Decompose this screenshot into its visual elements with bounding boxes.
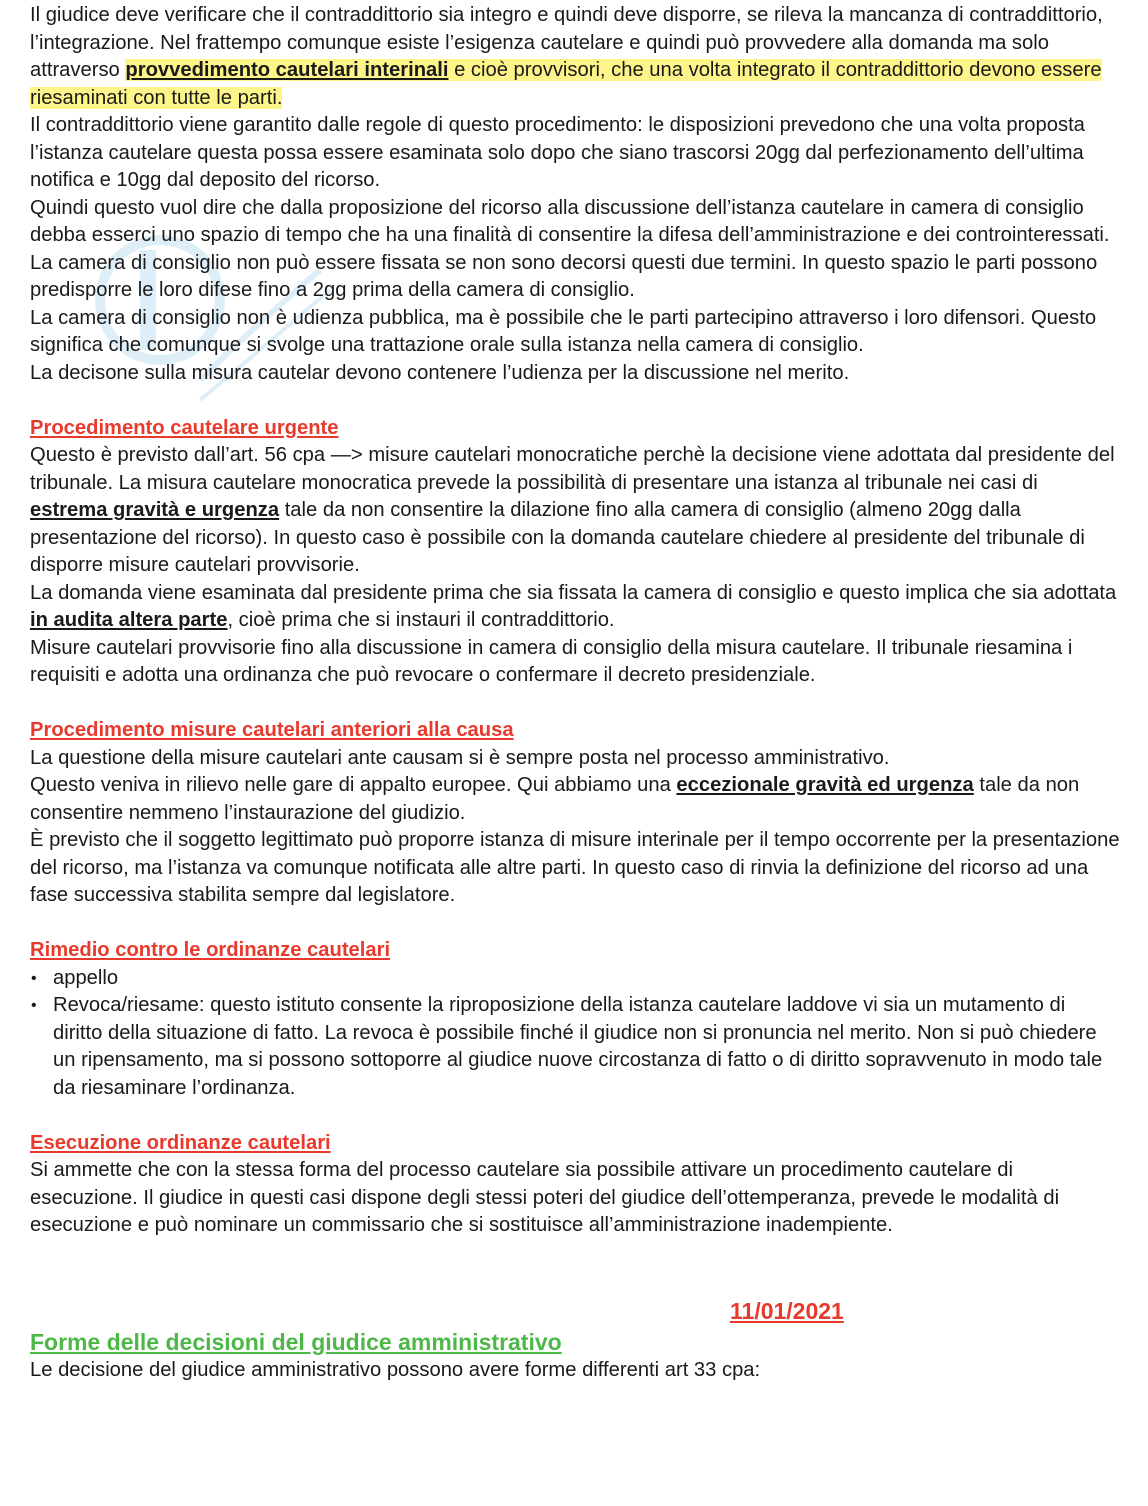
esecuzione-paragraph-1: Si ammette che con la stessa forma del processo cautelare sia possibile attivare un procedimento cautelare di esecuzione. Il giudice in questi casi dispone degli stessi poteri del giudice dell’ottemperanza, prevede le modalità di esecuzione e può nominare un commissario che si sostituisce all’amministrazione inadempiente. [30, 1159, 1060, 1236]
intro-paragraph-3: Quindi questo vuol dire che dalla proposizione del ricorso alla discussione dell’istanza cautelare in camera di consiglio debba esserci uno spazio di tempo che ha una finalità di consentire la difesa dell’amministrazione e dei controinteressati. La camera di consiglio non può essere fissata se non sono decorsi questi due termini. In questo spazio le parti possono predisporre le loro difese fino a 2gg prima della camera di consiglio. [30, 196, 1110, 301]
section-title-urgente: Procedimento cautelare urgente [30, 416, 339, 439]
list-item: • appello [30, 965, 1120, 993]
term-audita-altera-parte: in audita altera parte [30, 609, 228, 631]
section-title-esecuzione: Esecuzione ordinanze cautelari [30, 1131, 331, 1154]
urgente-paragraph-2: La domanda viene esaminata dal presidente prima che sia fissata la camera di consiglio e questo implica che sia adottata in audita altera parte, cioè prima che si instauri il contraddittorio. [30, 581, 1117, 631]
section-title-forme: Forme delle decisioni del giudice amministrativo [30, 1328, 562, 1355]
intro-paragraph-4: La camera di consiglio non è udienza pubblica, ma è possibile che le parti partecipino attraverso i loro difensori. Questo significa che comunque si svolge una trattazione orale sulla istanza nella camera di consiglio. [30, 306, 1097, 356]
urgente-paragraph-1: Questo è previsto dall’art. 56 cpa —> misure cautelari monocratiche perchè la decisione viene adottata dal presidente del tribunale. La misura cautelare monocratica prevede la possibilità di presentare una istanza al tribunale nei casi di estrema gravità e urgenza tale da non consentire la dilazione fino alla camera di consiglio (almeno 20gg dalla presentazione del ricorso). In questo caso è possibile con la domanda cautelare chiedere al presidente del tribunale di disporre misure cautelari provvisorie. [30, 444, 1115, 576]
intro-paragraph-5: La decisone sulla misura cautelar devono contenere l’udienza per la discussione nel merito. [30, 361, 850, 384]
anteriori-paragraph-2: Questo veniva in rilievo nelle gare di appalto europee. Qui abbiamo una eccezionale gravità ed urgenza tale da non consentire nemmeno l’instaurazione del giudizio. [30, 774, 1080, 824]
forme-paragraph-1: Le decisione del giudice amministrativo possono avere forme differenti art 33 cpa: [30, 1358, 761, 1381]
intro-paragraph-2: Il contraddittorio viene garantito dalle regole di questo procedimento: le disposizioni prevedono che una volta proposta l’istanza cautelare questa possa essere esaminata solo dopo che siano trascorsi 20gg dal perfezionamento dell’ultima notifica e 10gg dal deposito del ricorso. [30, 114, 1085, 191]
section-title-rimedio: Rimedio contro le ordinanze cautelari [30, 939, 391, 961]
term-estrema-gravita: estrema gravità e urgenza [30, 499, 280, 521]
rimedio-list [30, 965, 1120, 1103]
section-title-anteriori: Procedimento misure cautelari anteriori alla causa [30, 719, 514, 741]
term-eccezionale-gravita: eccezionale gravità ed urgenza [676, 774, 974, 796]
list-item: • Revoca/riesame: questo istituto consente la riproposizione della istanza cautelare laddove vi sia un mutamento di diritto della situazione di fatto. La revoca è possibile finché il giudice non si pronuncia nel merito. Non si può chiedere un ripensamento, ma si possono sottoporre al giudice nuove circostanza di fatto o di diritto sopravvenuto in modo tale da riesaminare l’ordinanza. [30, 992, 1120, 1102]
anteriori-paragraph-3: È previsto che il soggetto legittimato può proporre istanza di misure interinale per il tempo occorrente per la presentazione del ricorso, ma l’istanza va comunque notificata alle altre parti. In questo caso di rinvia la definizione del ricorso ad una fase successiva stabilita sempre dal legislatore. [30, 829, 1120, 906]
highlight-term-interinali: provvedimento cautelari interinali [125, 59, 449, 81]
urgente-paragraph-3: Misure cautelari provvisorie fino alla discussione in camera di consiglio della misura cautelare. Il tribunale riesamina i requisiti e adotta una ordinanza che può revocare o confermare il decreto presidenziale. [30, 636, 1073, 686]
lesson-date: 11/01/2021 [730, 1297, 844, 1324]
anteriori-paragraph-1: La questione della misure cautelari ante causam si è sempre posta nel processo amministrativo. [30, 746, 890, 769]
intro-paragraph-1: Il giudice deve verificare che il contraddittorio sia integro e quindi deve disporre, se rileva la mancanza di contraddittorio, l’integrazione. Nel frattempo comunque esiste l’esigenza cautelare e quindi può provvedere alla domanda ma solo attraverso provvedimento cautelari interinali e cioè provvisori, che una volta integrato il contraddittorio devono essere riesaminati con tutte le parti. [30, 4, 1103, 109]
document-page [30, 2, 1120, 1384]
